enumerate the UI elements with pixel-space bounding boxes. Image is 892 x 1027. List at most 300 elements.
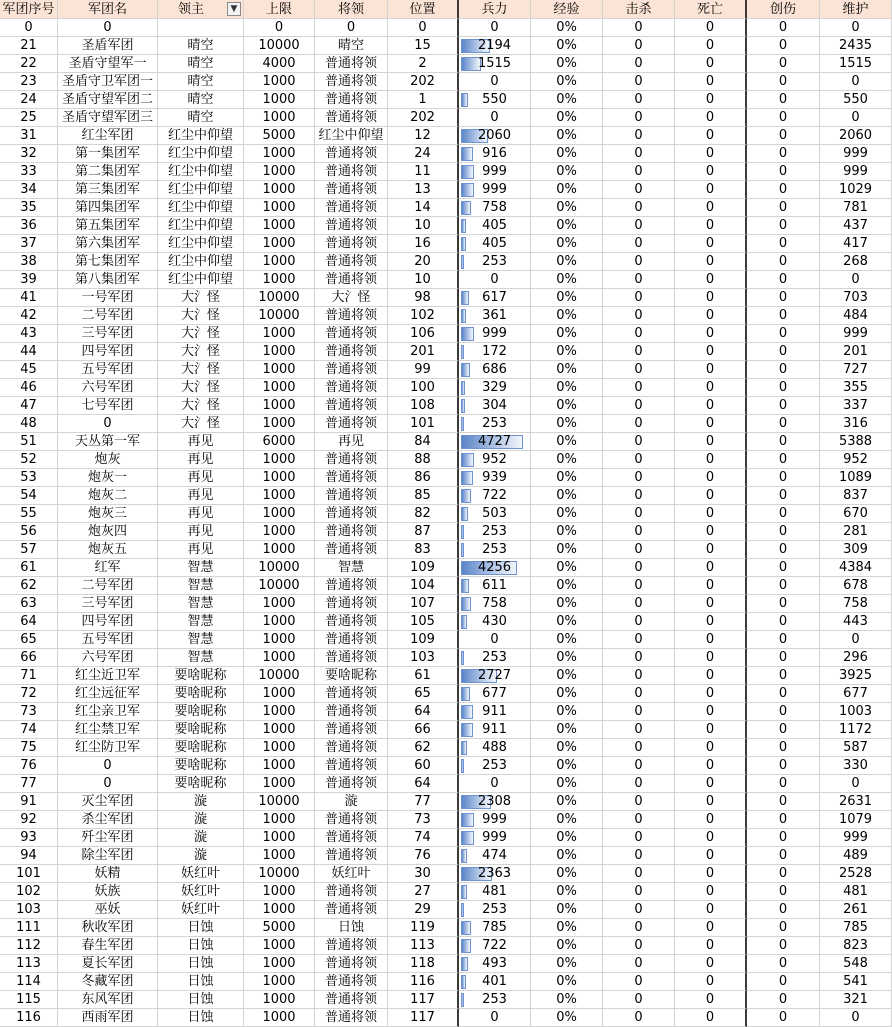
cell-col-upkeep[interactable]: 1515 <box>820 55 892 73</box>
cell-col-cap[interactable]: 1000 <box>244 343 315 361</box>
cell-col-wounds[interactable]: 0 <box>747 1009 820 1027</box>
cell-col-pos[interactable]: 86 <box>388 469 459 487</box>
cell-col-troops[interactable] <box>459 649 531 667</box>
cell-col-kills[interactable]: 0 <box>603 991 675 1009</box>
cell-col-troops[interactable] <box>459 271 531 289</box>
cell-col-troops[interactable] <box>459 559 531 577</box>
cell-col-deaths[interactable]: 0 <box>675 865 747 883</box>
cell-col-lord[interactable]: 日蚀 <box>158 991 244 1009</box>
cell-col-cap[interactable]: 1000 <box>244 469 315 487</box>
cell-col-pos[interactable]: 98 <box>388 289 459 307</box>
cell-col-troops[interactable] <box>459 775 531 793</box>
cell-col-pos[interactable]: 14 <box>388 199 459 217</box>
cell-col-deaths[interactable]: 0 <box>675 901 747 919</box>
cell-col-general[interactable]: 漩 <box>315 793 388 811</box>
cell-col-deaths[interactable]: 0 <box>675 19 747 37</box>
cell-col-kills[interactable]: 0 <box>603 235 675 253</box>
cell-col-troops[interactable] <box>459 685 531 703</box>
cell-col-name[interactable]: 夏长军团 <box>58 955 158 973</box>
cell-col-kills[interactable]: 0 <box>603 775 675 793</box>
column-header-col-name[interactable] <box>58 0 158 19</box>
cell-col-name[interactable]: 炮灰二 <box>58 487 158 505</box>
cell-col-exp[interactable]: 0% <box>531 631 603 649</box>
column-header-col-pos[interactable] <box>388 0 459 19</box>
cell-col-kills[interactable]: 0 <box>603 199 675 217</box>
cell-col-upkeep[interactable]: 550 <box>820 91 892 109</box>
cell-col-wounds[interactable]: 0 <box>747 163 820 181</box>
cell-col-id[interactable]: 44 <box>0 343 58 361</box>
cell-col-deaths[interactable]: 0 <box>675 343 747 361</box>
cell-col-lord[interactable]: 妖红叶 <box>158 865 244 883</box>
cell-col-upkeep[interactable]: 678 <box>820 577 892 595</box>
cell-col-deaths[interactable]: 0 <box>675 127 747 145</box>
cell-col-upkeep[interactable]: 548 <box>820 955 892 973</box>
cell-col-cap[interactable]: 1000 <box>244 811 315 829</box>
cell-col-cap[interactable]: 1000 <box>244 451 315 469</box>
cell-col-deaths[interactable]: 0 <box>675 199 747 217</box>
column-header-col-upkeep[interactable] <box>820 0 892 19</box>
cell-col-id[interactable]: 61 <box>0 559 58 577</box>
cell-col-id[interactable]: 22 <box>0 55 58 73</box>
cell-col-id[interactable]: 101 <box>0 865 58 883</box>
cell-col-exp[interactable]: 0% <box>531 415 603 433</box>
cell-col-upkeep[interactable]: 330 <box>820 757 892 775</box>
cell-col-troops[interactable] <box>459 361 531 379</box>
cell-col-upkeep[interactable]: 2060 <box>820 127 892 145</box>
cell-col-general[interactable]: 普通将领 <box>315 397 388 415</box>
cell-col-upkeep[interactable]: 785 <box>820 919 892 937</box>
cell-col-exp[interactable]: 0% <box>531 469 603 487</box>
cell-col-lord[interactable]: 大氵怪 <box>158 307 244 325</box>
cell-col-lord[interactable]: 日蚀 <box>158 973 244 991</box>
cell-col-kills[interactable]: 0 <box>603 505 675 523</box>
cell-col-pos[interactable]: 66 <box>388 721 459 739</box>
cell-col-general[interactable]: 普通将领 <box>315 505 388 523</box>
cell-col-cap[interactable]: 10000 <box>244 307 315 325</box>
cell-col-lord[interactable]: 智慧 <box>158 613 244 631</box>
column-header-col-cap[interactable] <box>244 0 315 19</box>
cell-col-exp[interactable]: 0% <box>531 721 603 739</box>
cell-col-wounds[interactable]: 0 <box>747 559 820 577</box>
cell-col-lord[interactable]: 日蚀 <box>158 1009 244 1027</box>
cell-col-id[interactable]: 103 <box>0 901 58 919</box>
cell-col-cap[interactable]: 1000 <box>244 685 315 703</box>
cell-col-wounds[interactable]: 0 <box>747 901 820 919</box>
cell-col-exp[interactable]: 0% <box>531 613 603 631</box>
cell-col-name[interactable]: 圣盾军团 <box>58 37 158 55</box>
column-header-col-wounds[interactable] <box>747 0 820 19</box>
cell-col-id[interactable]: 113 <box>0 955 58 973</box>
cell-col-id[interactable]: 33 <box>0 163 58 181</box>
cell-col-cap[interactable]: 1000 <box>244 721 315 739</box>
cell-col-kills[interactable]: 0 <box>603 901 675 919</box>
cell-col-pos[interactable]: 201 <box>388 343 459 361</box>
cell-col-wounds[interactable]: 0 <box>747 505 820 523</box>
cell-col-wounds[interactable]: 0 <box>747 991 820 1009</box>
cell-col-deaths[interactable]: 0 <box>675 1009 747 1027</box>
cell-col-wounds[interactable]: 0 <box>747 721 820 739</box>
cell-col-general[interactable]: 普通将领 <box>315 883 388 901</box>
cell-col-wounds[interactable]: 0 <box>747 865 820 883</box>
cell-col-kills[interactable]: 0 <box>603 181 675 199</box>
cell-col-name[interactable]: 天丛第一军 <box>58 433 158 451</box>
cell-col-lord[interactable]: 晴空 <box>158 109 244 127</box>
cell-col-kills[interactable]: 0 <box>603 397 675 415</box>
cell-col-id[interactable]: 0 <box>0 19 58 37</box>
cell-col-name[interactable]: 六号军团 <box>58 649 158 667</box>
cell-col-lord[interactable]: 智慧 <box>158 631 244 649</box>
cell-col-cap[interactable]: 1000 <box>244 955 315 973</box>
cell-col-deaths[interactable]: 0 <box>675 991 747 1009</box>
cell-col-cap[interactable]: 1000 <box>244 505 315 523</box>
cell-col-general[interactable]: 普通将领 <box>315 721 388 739</box>
cell-col-name[interactable]: 第五集团军 <box>58 217 158 235</box>
cell-col-troops[interactable] <box>459 631 531 649</box>
cell-col-upkeep[interactable]: 417 <box>820 235 892 253</box>
cell-col-cap[interactable]: 6000 <box>244 433 315 451</box>
cell-col-name[interactable]: 西雨军团 <box>58 1009 158 1027</box>
cell-col-kills[interactable]: 0 <box>603 613 675 631</box>
cell-col-general[interactable]: 妖红叶 <box>315 865 388 883</box>
cell-col-id[interactable]: 24 <box>0 91 58 109</box>
cell-col-wounds[interactable]: 0 <box>747 739 820 757</box>
cell-col-deaths[interactable]: 0 <box>675 361 747 379</box>
cell-col-cap[interactable]: 1000 <box>244 73 315 91</box>
cell-col-deaths[interactable]: 0 <box>675 631 747 649</box>
cell-col-lord[interactable]: 要啥昵称 <box>158 757 244 775</box>
cell-col-deaths[interactable]: 0 <box>675 577 747 595</box>
cell-col-exp[interactable]: 0% <box>531 577 603 595</box>
cell-col-troops[interactable] <box>459 955 531 973</box>
column-header-col-troops[interactable] <box>459 0 531 19</box>
cell-col-deaths[interactable]: 0 <box>675 955 747 973</box>
cell-col-troops[interactable] <box>459 505 531 523</box>
cell-col-cap[interactable]: 0 <box>244 19 315 37</box>
cell-col-upkeep[interactable]: 823 <box>820 937 892 955</box>
cell-col-exp[interactable]: 0% <box>531 289 603 307</box>
cell-col-troops[interactable] <box>459 811 531 829</box>
cell-col-lord[interactable]: 漩 <box>158 829 244 847</box>
cell-col-general[interactable]: 普通将领 <box>315 685 388 703</box>
column-header-col-exp[interactable] <box>531 0 603 19</box>
cell-col-name[interactable]: 炮灰 <box>58 451 158 469</box>
cell-col-lord[interactable]: 日蚀 <box>158 955 244 973</box>
cell-col-troops[interactable] <box>459 379 531 397</box>
cell-col-wounds[interactable]: 0 <box>747 433 820 451</box>
cell-col-cap[interactable]: 1000 <box>244 595 315 613</box>
cell-col-kills[interactable]: 0 <box>603 109 675 127</box>
cell-col-general[interactable]: 晴空 <box>315 37 388 55</box>
cell-col-lord[interactable]: 要啥昵称 <box>158 775 244 793</box>
cell-col-exp[interactable]: 0% <box>531 901 603 919</box>
cell-col-upkeep[interactable]: 261 <box>820 901 892 919</box>
cell-col-troops[interactable] <box>459 721 531 739</box>
cell-col-kills[interactable]: 0 <box>603 217 675 235</box>
cell-col-wounds[interactable]: 0 <box>747 973 820 991</box>
cell-col-id[interactable]: 35 <box>0 199 58 217</box>
cell-col-name[interactable]: 红尘军团 <box>58 127 158 145</box>
cell-col-deaths[interactable]: 0 <box>675 793 747 811</box>
cell-col-upkeep[interactable]: 0 <box>820 1009 892 1027</box>
cell-col-upkeep[interactable]: 437 <box>820 217 892 235</box>
cell-col-lord[interactable]: 红尘中仰望 <box>158 271 244 289</box>
cell-col-id[interactable]: 31 <box>0 127 58 145</box>
cell-col-exp[interactable]: 0% <box>531 667 603 685</box>
cell-col-exp[interactable]: 0% <box>531 37 603 55</box>
cell-col-name[interactable]: 冬藏军团 <box>58 973 158 991</box>
cell-col-deaths[interactable]: 0 <box>675 307 747 325</box>
column-header-col-id[interactable] <box>0 0 58 19</box>
cell-col-lord[interactable]: 智慧 <box>158 649 244 667</box>
cell-col-lord[interactable]: 红尘中仰望 <box>158 181 244 199</box>
cell-col-deaths[interactable]: 0 <box>675 649 747 667</box>
cell-col-pos[interactable]: 103 <box>388 649 459 667</box>
cell-col-id[interactable]: 115 <box>0 991 58 1009</box>
cell-col-exp[interactable]: 0% <box>531 505 603 523</box>
cell-col-id[interactable]: 46 <box>0 379 58 397</box>
cell-col-id[interactable]: 93 <box>0 829 58 847</box>
cell-col-deaths[interactable]: 0 <box>675 289 747 307</box>
cell-col-wounds[interactable]: 0 <box>747 397 820 415</box>
cell-col-lord[interactable]: 智慧 <box>158 595 244 613</box>
cell-col-wounds[interactable]: 0 <box>747 577 820 595</box>
cell-col-name[interactable]: 第一集团军 <box>58 145 158 163</box>
cell-col-kills[interactable]: 0 <box>603 937 675 955</box>
cell-col-lord[interactable]: 红尘中仰望 <box>158 127 244 145</box>
cell-col-wounds[interactable]: 0 <box>747 145 820 163</box>
cell-col-general[interactable]: 0 <box>315 19 388 37</box>
cell-col-deaths[interactable]: 0 <box>675 253 747 271</box>
cell-col-name[interactable]: 炮灰三 <box>58 505 158 523</box>
cell-col-id[interactable]: 38 <box>0 253 58 271</box>
cell-col-general[interactable]: 智慧 <box>315 559 388 577</box>
cell-col-pos[interactable]: 109 <box>388 559 459 577</box>
cell-col-name[interactable]: 灭尘军团 <box>58 793 158 811</box>
cell-col-id[interactable]: 41 <box>0 289 58 307</box>
cell-col-wounds[interactable]: 0 <box>747 775 820 793</box>
cell-col-id[interactable]: 25 <box>0 109 58 127</box>
cell-col-troops[interactable] <box>459 793 531 811</box>
cell-col-kills[interactable]: 0 <box>603 559 675 577</box>
cell-col-upkeep[interactable]: 999 <box>820 325 892 343</box>
cell-col-troops[interactable] <box>459 901 531 919</box>
cell-col-wounds[interactable]: 0 <box>747 649 820 667</box>
cell-col-name[interactable]: 四号军团 <box>58 613 158 631</box>
cell-col-exp[interactable]: 0% <box>531 739 603 757</box>
cell-col-upkeep[interactable]: 0 <box>820 775 892 793</box>
cell-col-pos[interactable]: 65 <box>388 685 459 703</box>
cell-col-exp[interactable]: 0% <box>531 865 603 883</box>
cell-col-cap[interactable]: 10000 <box>244 667 315 685</box>
cell-col-general[interactable]: 再见 <box>315 433 388 451</box>
cell-col-upkeep[interactable]: 999 <box>820 163 892 181</box>
cell-col-troops[interactable] <box>459 847 531 865</box>
cell-col-upkeep[interactable]: 481 <box>820 883 892 901</box>
cell-col-exp[interactable]: 0% <box>531 559 603 577</box>
cell-col-upkeep[interactable]: 0 <box>820 73 892 91</box>
cell-col-kills[interactable]: 0 <box>603 523 675 541</box>
cell-col-deaths[interactable]: 0 <box>675 721 747 739</box>
cell-col-wounds[interactable]: 0 <box>747 307 820 325</box>
cell-col-kills[interactable]: 0 <box>603 829 675 847</box>
cell-col-kills[interactable]: 0 <box>603 73 675 91</box>
cell-col-general[interactable]: 普通将领 <box>315 613 388 631</box>
cell-col-general[interactable]: 普通将领 <box>315 829 388 847</box>
cell-col-wounds[interactable]: 0 <box>747 883 820 901</box>
cell-col-pos[interactable]: 101 <box>388 415 459 433</box>
cell-col-lord[interactable]: 红尘中仰望 <box>158 253 244 271</box>
cell-col-name[interactable]: 妖精 <box>58 865 158 883</box>
cell-col-general[interactable]: 普通将领 <box>315 307 388 325</box>
cell-col-pos[interactable]: 73 <box>388 811 459 829</box>
cell-col-pos[interactable]: 12 <box>388 127 459 145</box>
cell-col-cap[interactable]: 1000 <box>244 649 315 667</box>
cell-col-wounds[interactable]: 0 <box>747 613 820 631</box>
cell-col-upkeep[interactable]: 781 <box>820 199 892 217</box>
cell-col-lord[interactable]: 再见 <box>158 433 244 451</box>
cell-col-kills[interactable]: 0 <box>603 1009 675 1027</box>
cell-col-exp[interactable]: 0% <box>531 73 603 91</box>
cell-col-kills[interactable]: 0 <box>603 55 675 73</box>
cell-col-troops[interactable] <box>459 1009 531 1027</box>
cell-col-lord[interactable]: 漩 <box>158 847 244 865</box>
cell-col-pos[interactable]: 11 <box>388 163 459 181</box>
cell-col-upkeep[interactable]: 727 <box>820 361 892 379</box>
cell-col-id[interactable]: 39 <box>0 271 58 289</box>
cell-col-exp[interactable]: 0% <box>531 217 603 235</box>
cell-col-general[interactable]: 普通将领 <box>315 271 388 289</box>
cell-col-pos[interactable]: 100 <box>388 379 459 397</box>
cell-col-lord[interactable]: 要啥昵称 <box>158 685 244 703</box>
cell-col-id[interactable]: 37 <box>0 235 58 253</box>
cell-col-deaths[interactable]: 0 <box>675 919 747 937</box>
cell-col-name[interactable]: 第二集团军 <box>58 163 158 181</box>
cell-col-general[interactable]: 普通将领 <box>315 595 388 613</box>
cell-col-cap[interactable]: 1000 <box>244 883 315 901</box>
filter-icon[interactable]: ▼ <box>227 2 241 16</box>
cell-col-troops[interactable] <box>459 829 531 847</box>
cell-col-general[interactable]: 红尘中仰望 <box>315 127 388 145</box>
cell-col-kills[interactable]: 0 <box>603 649 675 667</box>
cell-col-exp[interactable]: 0% <box>531 19 603 37</box>
cell-col-troops[interactable] <box>459 37 531 55</box>
cell-col-name[interactable]: 0 <box>58 757 158 775</box>
cell-col-general[interactable]: 普通将领 <box>315 703 388 721</box>
cell-col-pos[interactable]: 24 <box>388 145 459 163</box>
cell-col-general[interactable]: 普通将领 <box>315 145 388 163</box>
cell-col-id[interactable]: 102 <box>0 883 58 901</box>
cell-col-general[interactable]: 普通将领 <box>315 379 388 397</box>
cell-col-pos[interactable]: 83 <box>388 541 459 559</box>
cell-col-upkeep[interactable]: 309 <box>820 541 892 559</box>
cell-col-name[interactable]: 六号军团 <box>58 379 158 397</box>
cell-col-cap[interactable]: 1000 <box>244 757 315 775</box>
cell-col-upkeep[interactable]: 489 <box>820 847 892 865</box>
cell-col-wounds[interactable]: 0 <box>747 127 820 145</box>
cell-col-kills[interactable]: 0 <box>603 667 675 685</box>
cell-col-id[interactable]: 23 <box>0 73 58 91</box>
cell-col-upkeep[interactable]: 296 <box>820 649 892 667</box>
cell-col-kills[interactable]: 0 <box>603 127 675 145</box>
cell-col-upkeep[interactable]: 0 <box>820 109 892 127</box>
cell-col-cap[interactable]: 1000 <box>244 163 315 181</box>
cell-col-cap[interactable]: 10000 <box>244 559 315 577</box>
cell-col-upkeep[interactable]: 281 <box>820 523 892 541</box>
cell-col-name[interactable]: 东风军团 <box>58 991 158 1009</box>
cell-col-exp[interactable]: 0% <box>531 397 603 415</box>
cell-col-pos[interactable]: 20 <box>388 253 459 271</box>
cell-col-deaths[interactable]: 0 <box>675 775 747 793</box>
cell-col-pos[interactable]: 27 <box>388 883 459 901</box>
cell-col-exp[interactable]: 0% <box>531 325 603 343</box>
cell-col-name[interactable]: 红尘禁卫军 <box>58 721 158 739</box>
cell-col-name[interactable]: 第四集团军 <box>58 199 158 217</box>
cell-col-cap[interactable]: 1000 <box>244 703 315 721</box>
cell-col-kills[interactable]: 0 <box>603 145 675 163</box>
cell-col-cap[interactable]: 1000 <box>244 325 315 343</box>
cell-col-troops[interactable] <box>459 937 531 955</box>
cell-col-lord[interactable]: 要啥昵称 <box>158 739 244 757</box>
cell-col-cap[interactable]: 1000 <box>244 199 315 217</box>
cell-col-general[interactable]: 日蚀 <box>315 919 388 937</box>
cell-col-kills[interactable]: 0 <box>603 631 675 649</box>
cell-col-cap[interactable]: 5000 <box>244 127 315 145</box>
cell-col-id[interactable]: 65 <box>0 631 58 649</box>
cell-col-exp[interactable]: 0% <box>531 541 603 559</box>
cell-col-deaths[interactable]: 0 <box>675 91 747 109</box>
cell-col-general[interactable]: 普通将领 <box>315 109 388 127</box>
cell-col-general[interactable]: 普通将领 <box>315 1009 388 1027</box>
cell-col-wounds[interactable]: 0 <box>747 487 820 505</box>
cell-col-pos[interactable]: 109 <box>388 631 459 649</box>
cell-col-exp[interactable]: 0% <box>531 235 603 253</box>
cell-col-cap[interactable]: 1000 <box>244 235 315 253</box>
cell-col-wounds[interactable]: 0 <box>747 757 820 775</box>
cell-col-troops[interactable] <box>459 397 531 415</box>
cell-col-cap[interactable]: 1000 <box>244 1009 315 1027</box>
cell-col-deaths[interactable]: 0 <box>675 145 747 163</box>
cell-col-kills[interactable]: 0 <box>603 469 675 487</box>
cell-col-exp[interactable]: 0% <box>531 487 603 505</box>
cell-col-cap[interactable]: 1000 <box>244 361 315 379</box>
cell-col-name[interactable]: 二号军团 <box>58 577 158 595</box>
cell-col-general[interactable]: 普通将领 <box>315 73 388 91</box>
cell-col-name[interactable]: 圣盾守卫军团一 <box>58 73 158 91</box>
cell-col-kills[interactable]: 0 <box>603 577 675 595</box>
cell-col-kills[interactable]: 0 <box>603 361 675 379</box>
cell-col-kills[interactable]: 0 <box>603 415 675 433</box>
cell-col-deaths[interactable]: 0 <box>675 703 747 721</box>
cell-col-troops[interactable] <box>459 91 531 109</box>
cell-col-name[interactable]: 第八集团军 <box>58 271 158 289</box>
cell-col-general[interactable]: 普通将领 <box>315 757 388 775</box>
cell-col-exp[interactable]: 0% <box>531 811 603 829</box>
cell-col-id[interactable]: 32 <box>0 145 58 163</box>
column-header-col-deaths[interactable] <box>675 0 747 19</box>
cell-col-pos[interactable]: 0 <box>388 19 459 37</box>
cell-col-troops[interactable] <box>459 883 531 901</box>
cell-col-cap[interactable]: 1000 <box>244 109 315 127</box>
cell-col-lord[interactable]: 晴空 <box>158 55 244 73</box>
cell-col-kills[interactable]: 0 <box>603 379 675 397</box>
cell-col-pos[interactable]: 116 <box>388 973 459 991</box>
cell-col-name[interactable]: 红军 <box>58 559 158 577</box>
cell-col-upkeep[interactable]: 484 <box>820 307 892 325</box>
cell-col-deaths[interactable]: 0 <box>675 379 747 397</box>
cell-col-exp[interactable]: 0% <box>531 847 603 865</box>
cell-col-general[interactable]: 普通将领 <box>315 55 388 73</box>
cell-col-lord[interactable]: 再见 <box>158 451 244 469</box>
